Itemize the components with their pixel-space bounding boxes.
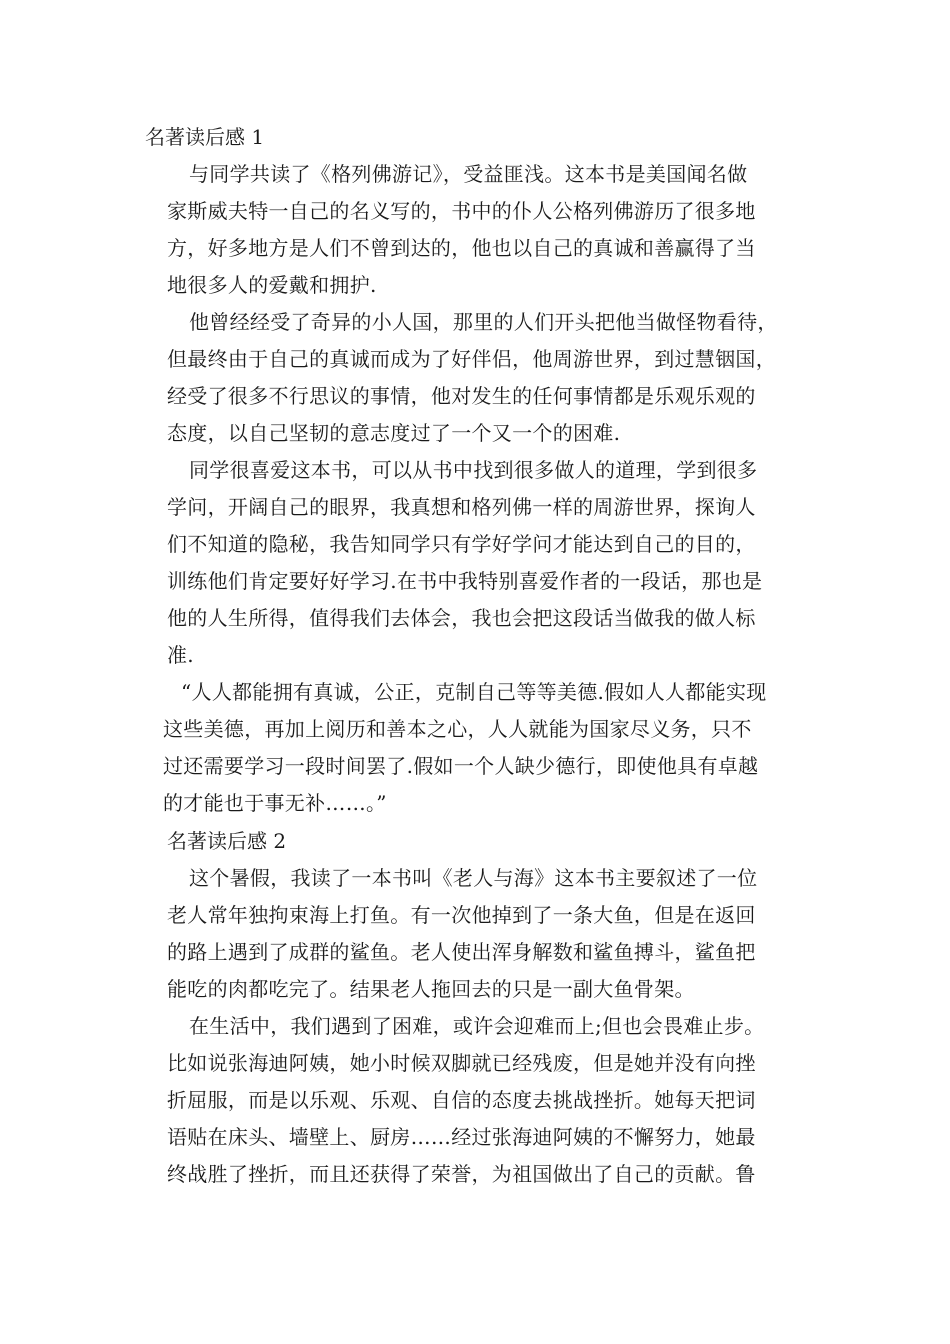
- text-line: 但最终由于自己的真诚而成为了好伴侣，他周游世界，到过慧铟国，: [167, 347, 776, 371]
- text-line: 这些美德，再加上阅历和善本之心，人人就能为国家尽义务，只不: [163, 717, 752, 741]
- text-line: 与同学共读了《格列佛游记》，受益匪浅。这本书是美国闻名做: [189, 162, 748, 186]
- text-line: 终战胜了挫折，而且还获得了荣誉，为祖国做出了自己的贡献。鲁: [167, 1162, 756, 1186]
- document-body: [145, 118, 813, 1193]
- text-line: “人人都能拥有真诚，公正，克制自己等等美德.假如人人都能实现: [181, 680, 767, 704]
- text-line: 过还需要学习一段时间罢了.假如一个人缺少德行，即使他具有卓越: [163, 754, 759, 778]
- paragraph: [145, 1008, 813, 1193]
- text-line: 的路上遇到了成群的鲨鱼。老人使出浑身解数和鲨鱼搏斗，鲨鱼把: [167, 940, 756, 964]
- text-line: 这个暑假，我读了一本书叫《老人与海》这本书主要叙述了一位: [189, 866, 758, 890]
- text-line: 们不知道的隐秘，我告知同学只有学好学问才能达到自己的目的，: [167, 532, 756, 556]
- text-line: 准.: [167, 643, 194, 667]
- text-line: 方，好多地方是人们不曾到达的，他也以自己的真诚和善赢得了当: [167, 236, 756, 260]
- text-line: 能吃的肉都吃完了。结果老人拖回去的只是一副大鱼骨架。: [167, 977, 695, 1001]
- text-line: 家斯威夫特一自己的名义写的，书中的仆人公格列佛游历了很多地: [167, 199, 756, 223]
- text-line: 折屈服，而是以乐观、乐观、自信的态度去挑战挫折。她每天把词: [167, 1088, 756, 1112]
- text-line: 同学很喜爱这本书，可以从书中找到很多做人的道理，学到很多: [189, 458, 758, 482]
- paragraph: [145, 860, 813, 1008]
- text-line: 他曾经经受了奇异的小人国，那里的人们开头把他当做怪物看待，: [189, 310, 778, 334]
- text-line: 经受了很多不行思议的事情，他对发生的任何事情都是乐观乐观的: [167, 384, 756, 408]
- paragraph: [145, 304, 813, 452]
- paragraph: [145, 452, 813, 674]
- text-line: 地很多人的爱戴和拥护.: [167, 273, 377, 297]
- text-line: 老人常年独拘束海上打鱼。有一次他掉到了一条大鱼，但是在返回: [167, 903, 756, 927]
- text-line: 他的人生所得，值得我们去体会，我也会把这段话当做我的做人标: [167, 606, 756, 630]
- text-line: 语贴在床头、墙壁上、厨房……经过张海迪阿姨的不懈努力，她最: [167, 1125, 756, 1149]
- quote-paragraph: [145, 674, 813, 822]
- text-line: 比如说张海迪阿姨，她小时候双脚就已经残废，但是她并没有向挫: [167, 1051, 756, 1075]
- text-line: 态度，以自己坚韧的意志度过了一个又一个的困难.: [167, 421, 621, 445]
- section-title: 名著读后感 1: [145, 125, 265, 149]
- section-title: 名著读后感 2: [167, 829, 287, 853]
- text-line: 在生活中，我们遇到了困难，或许会迎难而上;但也会畏难止步。: [189, 1014, 765, 1038]
- paragraph: [145, 156, 813, 304]
- text-line: 训练他们肯定要好好学习.在书中我特别喜爱作者的一段话，那也是: [167, 569, 763, 593]
- text-line: 学问，开阔自己的眼界，我真想和格列佛一样的周游世界，探询人: [167, 495, 756, 519]
- text-line: 的才能也于事无补……。”: [163, 791, 387, 815]
